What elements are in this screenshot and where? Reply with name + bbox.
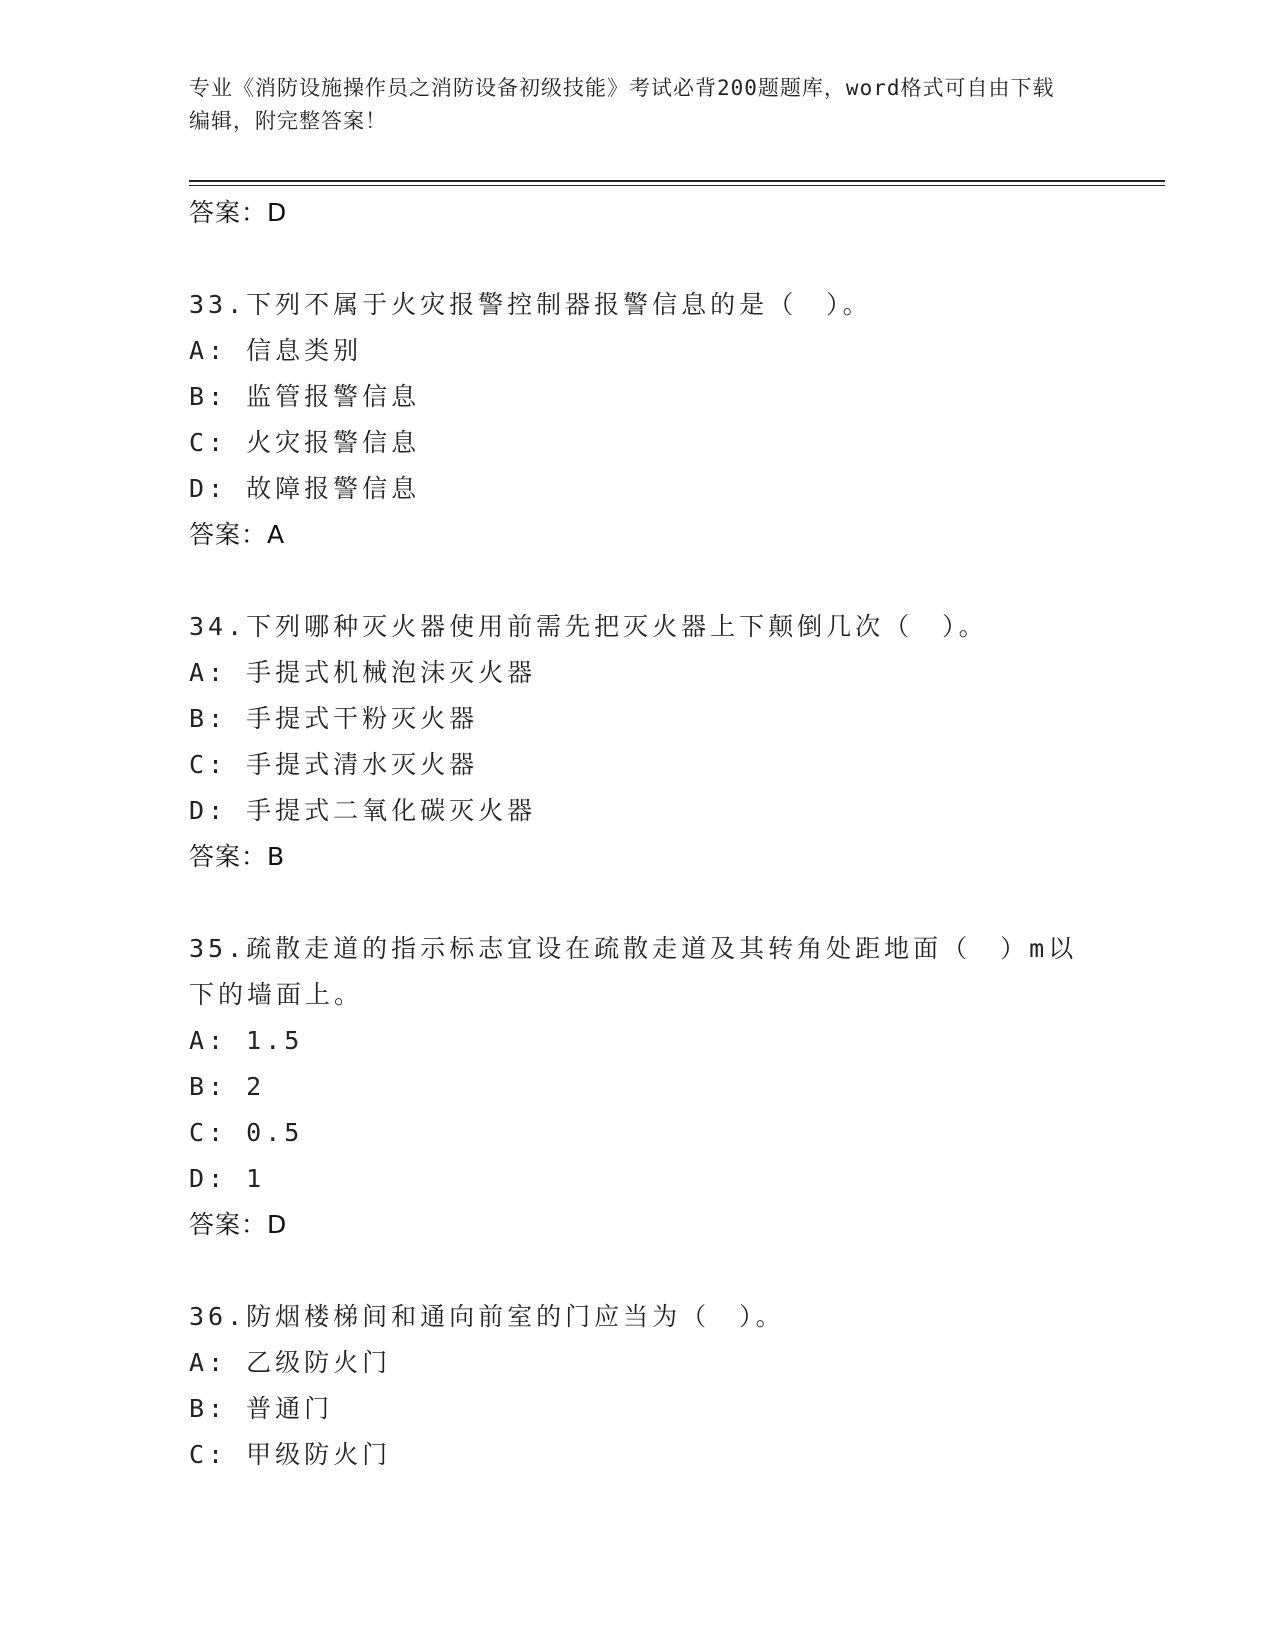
page-header: 专业《消防设施操作员之消防设备初级技能》考试必背200题题库，word格式可自由下载编辑，附完整答案！ bbox=[189, 76, 1055, 133]
option-d: D: 故障报警信息 bbox=[189, 474, 421, 503]
option-d: D: 手提式二氧化碳灭火器 bbox=[189, 796, 537, 825]
option-d: D: 1 bbox=[189, 1164, 266, 1193]
option-b: B: 监管报警信息 bbox=[189, 382, 421, 411]
question-34 bbox=[189, 604, 1089, 880]
option-b: B: 2 bbox=[189, 1072, 266, 1101]
option-c: C: 手提式清水灭火器 bbox=[189, 750, 479, 779]
answer-label: 答案：A bbox=[189, 520, 286, 549]
answer-label: 答案：B bbox=[189, 842, 286, 871]
header-divider-thin bbox=[189, 185, 1165, 186]
option-b: B: 普通门 bbox=[189, 1394, 334, 1423]
option-b: B: 手提式干粉灭火器 bbox=[189, 704, 479, 733]
question-stem: 33.下列不属于火灾报警控制器报警信息的是（ ）。 bbox=[189, 290, 872, 319]
option-c: C: 0.5 bbox=[189, 1118, 304, 1147]
option-c: C: 火灾报警信息 bbox=[189, 428, 421, 457]
header-divider bbox=[189, 180, 1165, 182]
option-a: A: 乙级防火门 bbox=[189, 1348, 392, 1377]
option-c: C: 甲级防火门 bbox=[189, 1440, 392, 1469]
question-36 bbox=[189, 1294, 1089, 1478]
option-a: A: 信息类别 bbox=[189, 336, 363, 365]
answer-label: 答案：D bbox=[189, 1210, 288, 1239]
question-33 bbox=[189, 282, 1089, 558]
question-35 bbox=[189, 926, 1089, 1248]
answer-label: 答案：D bbox=[189, 198, 288, 227]
question-stem: 36.防烟楼梯间和通向前室的门应当为（ ）。 bbox=[189, 1302, 785, 1331]
question-list bbox=[189, 190, 1089, 1478]
question-stem: 35.疏散走道的指示标志宜设在疏散走道及其转角处距地面（ ）m以下的墙面上。 bbox=[189, 934, 1078, 1009]
question-stem: 34.下列哪种灭火器使用前需先把灭火器上下颠倒几次（ ）。 bbox=[189, 612, 988, 641]
option-a: A: 1.5 bbox=[189, 1026, 304, 1055]
option-a: A: 手提式机械泡沫灭火器 bbox=[189, 658, 537, 687]
